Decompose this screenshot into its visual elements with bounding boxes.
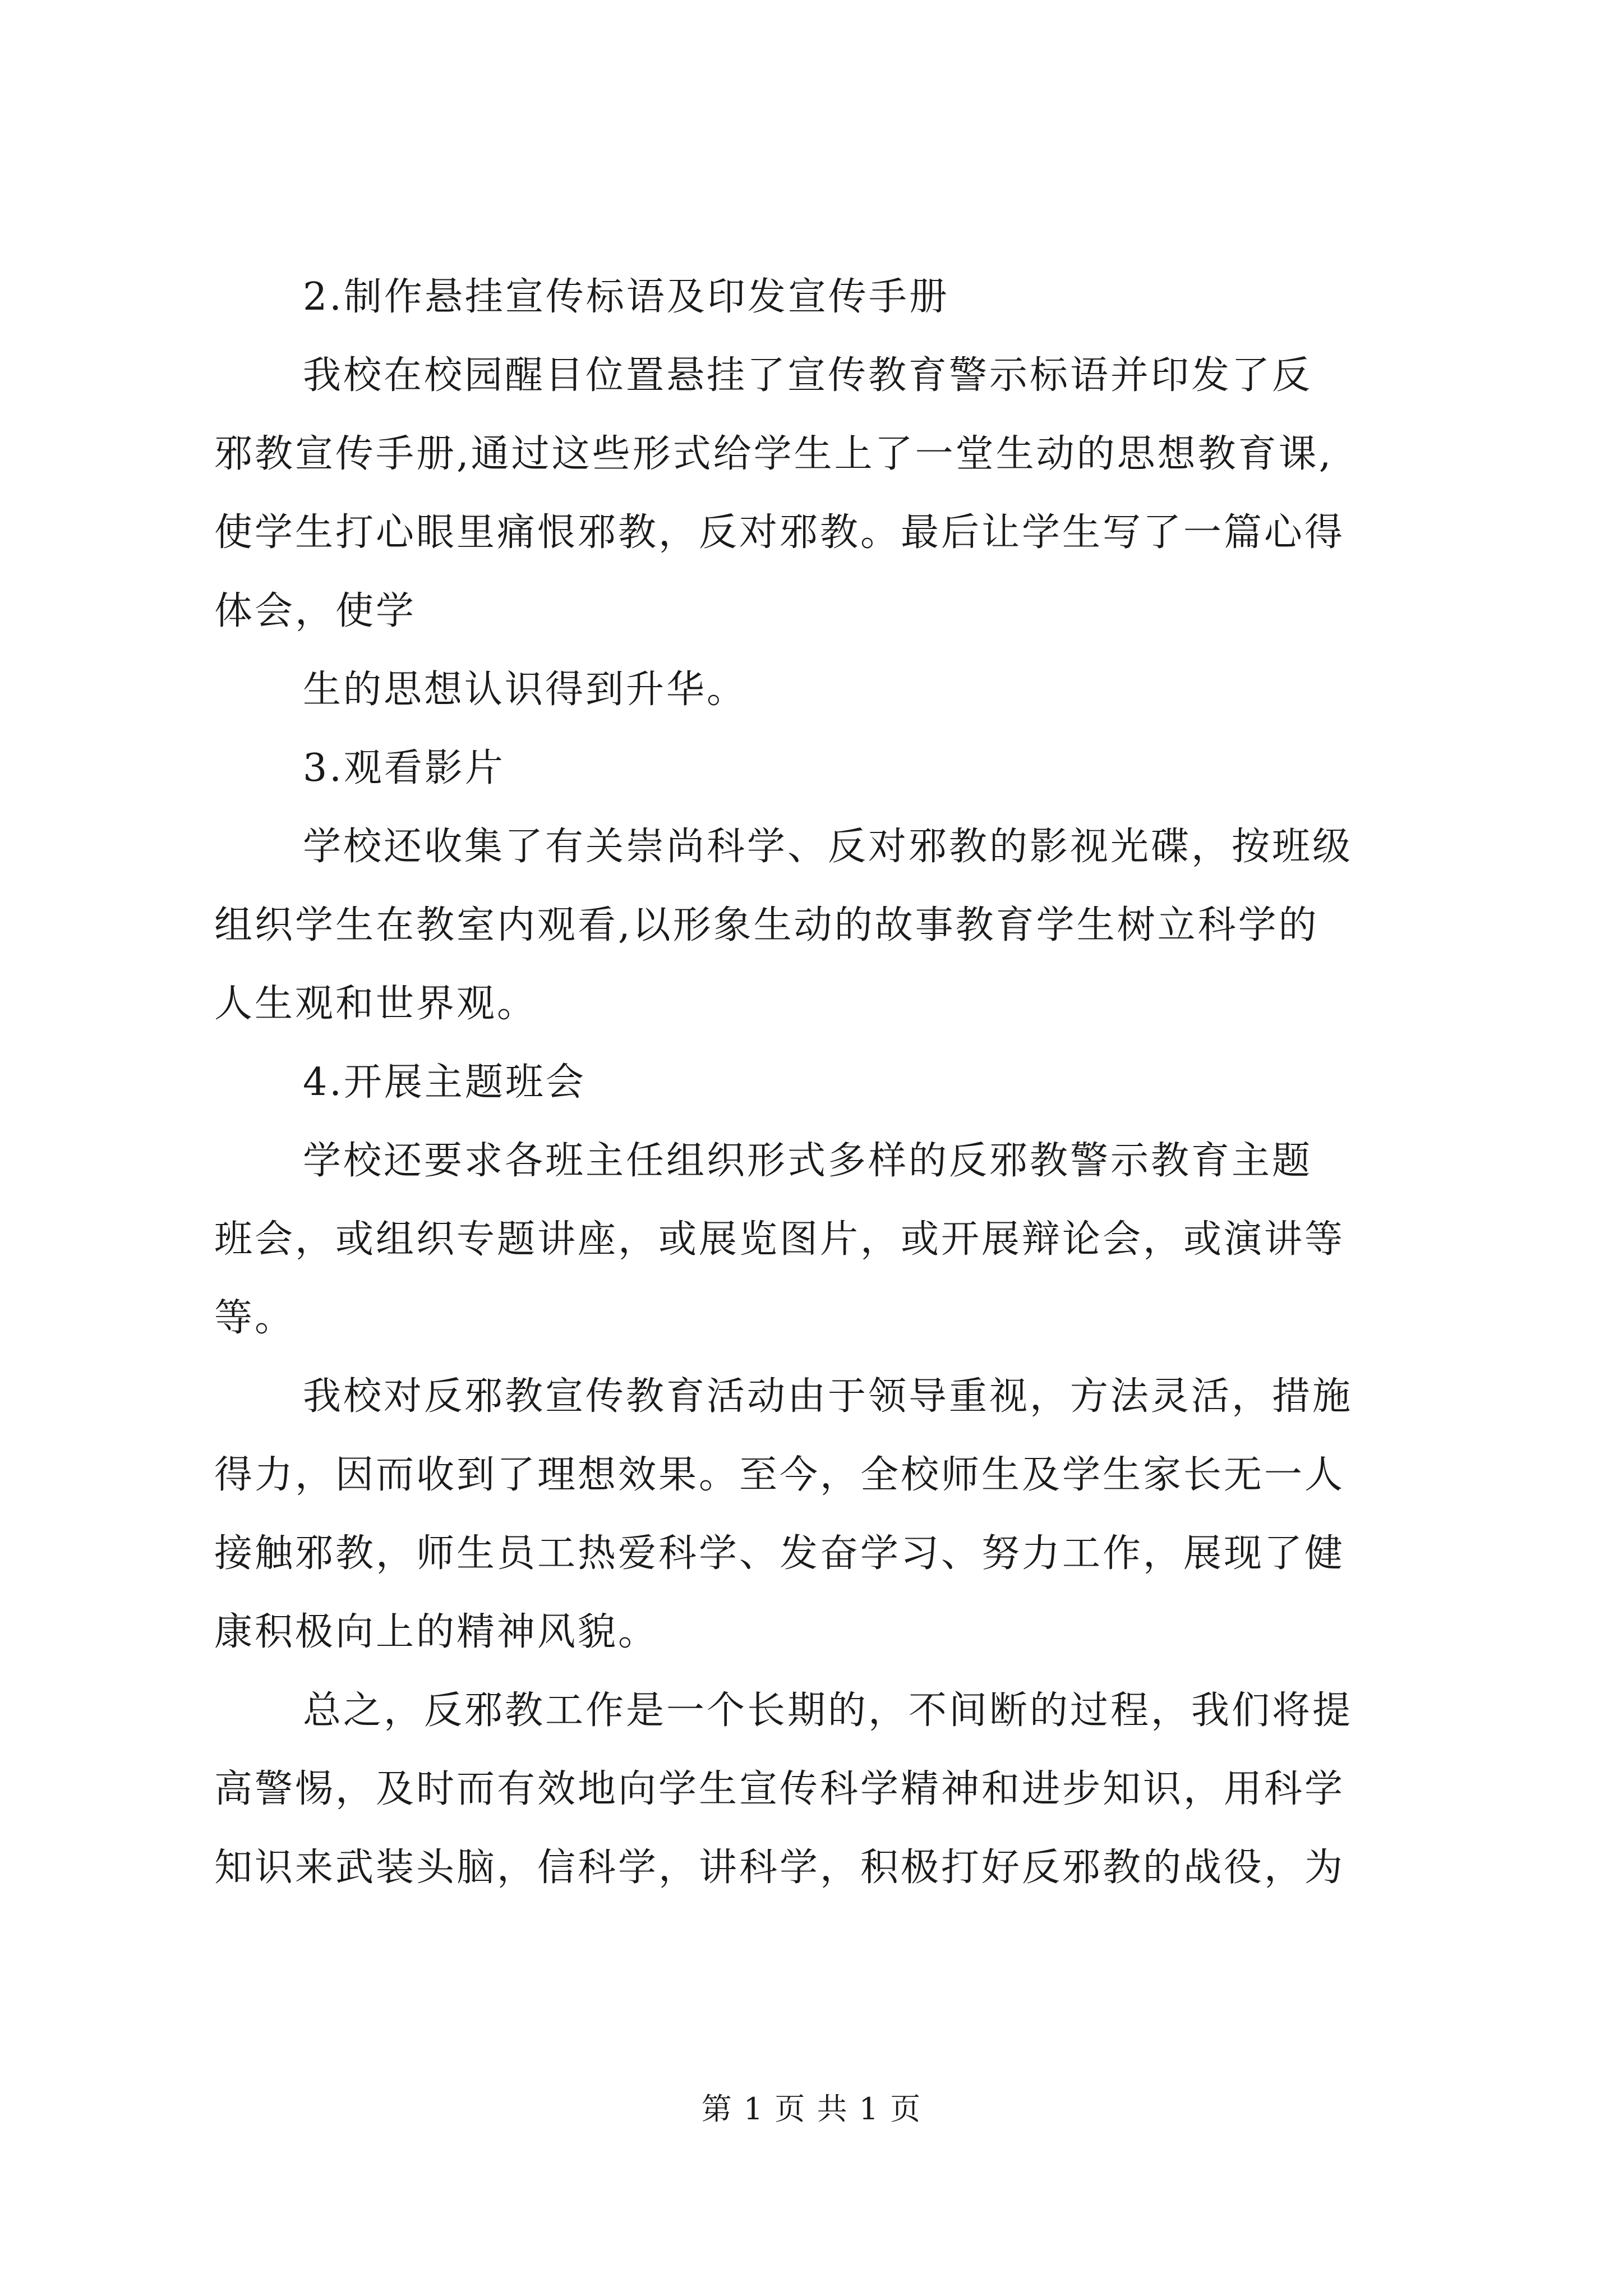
paragraph-slogans-brochure (214, 337, 1482, 651)
text-line: 高警惕，及时而有效地向学生宣传科学精神和进步知识，用科学 (214, 1767, 1345, 1811)
text-line: 组织学生在教室内观看,以形象生动的故事教育学生树立科学的 (214, 903, 1319, 947)
text-line: 我校对反邪教宣传教育活动由于领导重视，方法灵活，措施 (303, 1374, 1353, 1419)
heading-4-class-meeting (214, 1043, 1482, 1122)
text-line: 等。 (214, 1296, 296, 1340)
document-body (214, 258, 1482, 1907)
paragraph-sublimation (214, 651, 1482, 729)
text-line: 我校在校园醒目位置悬挂了宣传教育警示标语并印发了反 (303, 353, 1313, 398)
text-line: 邪教宣传手册,通过这些形式给学生上了一堂生动的思想教育课, (214, 432, 1334, 476)
text-line: 3.观看影片 (303, 746, 505, 790)
paragraph-results (214, 1358, 1482, 1672)
page-footer: 第 1 页 共 1 页 (701, 2091, 922, 2127)
text-line: 康积极向上的精神风貌。 (214, 1610, 659, 1654)
text-line: 人生观和世界观。 (214, 982, 538, 1026)
text-line: 生的思想认识得到升华。 (303, 668, 748, 712)
text-line: 接触邪教，师生员工热爱科学、发奋学习、努力工作，展现了健 (214, 1531, 1345, 1576)
text-line: 2.制作悬挂宣传标语及印发宣传手册 (303, 275, 949, 319)
text-line: 班会，或组织专题讲座，或展览图片，或开展辩论会，或演讲等 (214, 1217, 1345, 1262)
heading-3-watch-films (214, 729, 1482, 808)
text-line: 学校还要求各班主任组织形式多样的反邪教警示教育主题 (303, 1139, 1313, 1183)
paragraph-films (214, 808, 1482, 1043)
text-line: 学校还收集了有关崇尚科学、反对邪教的影视光碟，按班级 (303, 825, 1353, 869)
paragraph-conclusion (214, 1672, 1482, 1907)
text-line: 得力，因而收到了理想效果。至今，全校师生及学生家长无一人 (214, 1453, 1345, 1497)
text-line: 知识来武装头脑，信科学，讲科学，积极打好反邪教的战役，为 (214, 1846, 1345, 1890)
text-line: 体会，使学 (214, 589, 417, 633)
text-line: 使学生打心眼里痛恨邪教，反对邪教。最后让学生写了一篇心得 (214, 510, 1345, 555)
text-line: 4.开展主题班会 (303, 1060, 586, 1105)
heading-2-make-slogans (214, 258, 1482, 337)
paragraph-class-meeting (214, 1122, 1482, 1358)
text-line: 总之，反邪教工作是一个长期的，不间断的过程，我们将提 (303, 1688, 1353, 1733)
